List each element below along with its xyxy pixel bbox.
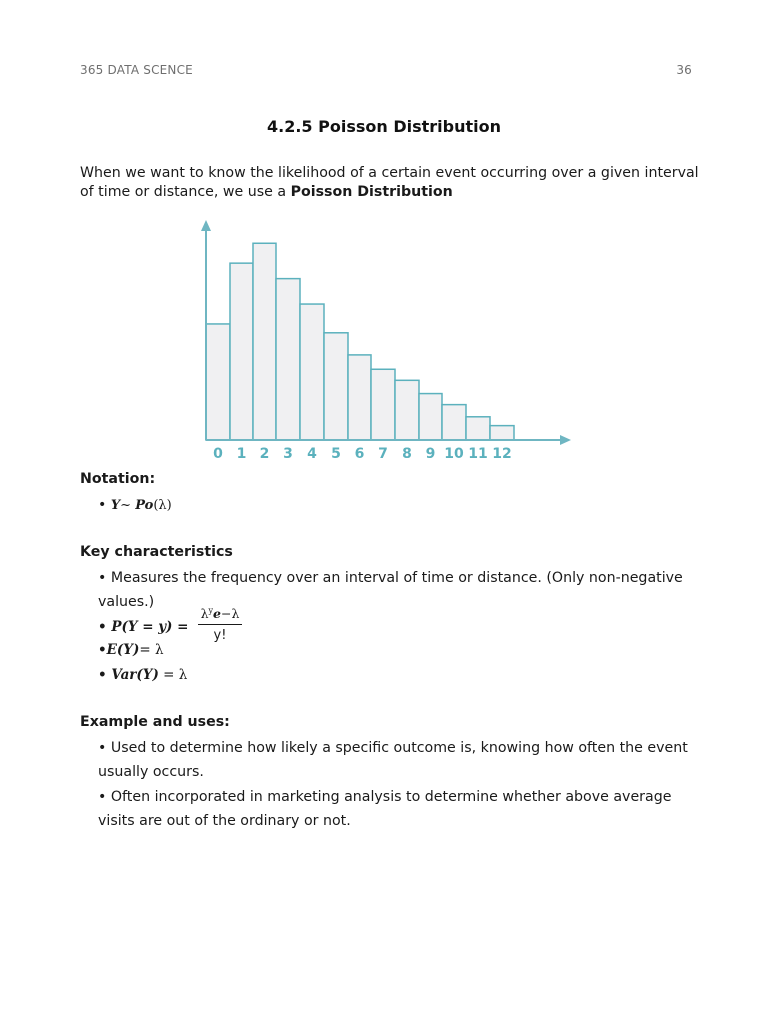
bar-5 (324, 333, 348, 440)
bar-10 (442, 405, 466, 440)
pmf-exponent-y: y (208, 606, 214, 615)
notation-tilde: ~ (120, 498, 132, 513)
notation-y: Y (110, 498, 121, 513)
page-number: 36 (676, 63, 692, 77)
example-item-marketing: • Often incorporated in marketing analysis to determine whether above average (98, 789, 672, 805)
pmf-denominator: y! (213, 628, 227, 644)
x-tick-label-3: 3 (283, 446, 293, 462)
notation-heading: Notation: (80, 471, 156, 487)
x-tick-label-6: 6 (354, 446, 365, 462)
bar-9 (419, 394, 442, 440)
notation-arg: (λ) (153, 498, 172, 513)
characteristic-item-frequency: • Measures the frequency over an interval of time or distance. (Only non-negative (98, 570, 683, 586)
x-tick-label-8: 8 (402, 446, 412, 462)
x-tick-label-5: 5 (331, 446, 341, 462)
x-tick-label-7: 7 (378, 446, 388, 462)
x-tick-label-4: 4 (307, 446, 317, 462)
variance-lhs: • Var(Y) (98, 667, 159, 683)
pmf-e: e (213, 606, 221, 622)
x-tick-label-10: 10 (444, 446, 464, 462)
x-tick-label-11: 11 (468, 446, 488, 462)
section-title: 4.2.5 Poisson Distribution (267, 117, 501, 136)
bar-4 (300, 304, 324, 440)
x-tick-label-12: 12 (492, 446, 512, 462)
pmf-fraction (198, 606, 242, 643)
y-axis-arrow (201, 220, 211, 231)
x-tick-label-9: 9 (425, 446, 436, 462)
characteristics-heading: Key characteristics (80, 544, 233, 560)
intro-text: When we want to know the likelihood of a certain event occurring over a given interval of time or distance, we use a (80, 165, 699, 200)
variance-item (98, 663, 187, 687)
bar-12 (490, 426, 514, 440)
notation-item (98, 493, 172, 518)
bar-1 (230, 263, 253, 440)
bar-2 (253, 243, 276, 440)
pmf-lhs: • P(Y = y) = (98, 619, 189, 635)
intro-bold-term: Poisson Distribution (290, 184, 453, 200)
x-tick-label-1: 1 (236, 446, 247, 462)
characteristic-item-frequency-cont: values.) (98, 594, 155, 610)
bar-6 (348, 355, 371, 440)
x-tick-label-0: 0 (213, 446, 223, 462)
bar-7 (371, 369, 395, 440)
mean-lhs: •E(Y) (98, 642, 140, 658)
x-tick-labels (213, 446, 512, 462)
notation-formula (111, 498, 172, 513)
running-header: 365 DATA SCENCE (80, 63, 193, 77)
pmf-lambda: λ (200, 606, 209, 622)
x-axis-arrow (560, 435, 571, 445)
x-tick-label-2: 2 (259, 446, 270, 462)
bar-3 (276, 279, 300, 440)
poisson-bar-chart (190, 215, 580, 465)
example-item-marketing-cont: visits are out of the ordinary or not. (98, 813, 351, 829)
bar-series (206, 243, 514, 440)
pmf-numerator (198, 606, 242, 625)
bar-8 (395, 380, 419, 440)
mean-item (98, 638, 164, 662)
example-item-outcome: • Used to determine how likely a specific outcome is, knowing how often the event (98, 740, 688, 756)
bar-11 (466, 417, 490, 440)
example-item-outcome-cont: usually occurs. (98, 764, 204, 780)
notation-po: Po (135, 498, 154, 513)
examples-heading: Example and uses: (80, 714, 230, 730)
bar-0 (206, 324, 230, 440)
intro-paragraph (80, 164, 700, 202)
pmf-minus-lambda: −λ (221, 606, 240, 622)
mean-rhs: = λ (139, 642, 164, 658)
notation-bullet: • (98, 497, 107, 513)
variance-rhs: = λ (163, 667, 188, 683)
